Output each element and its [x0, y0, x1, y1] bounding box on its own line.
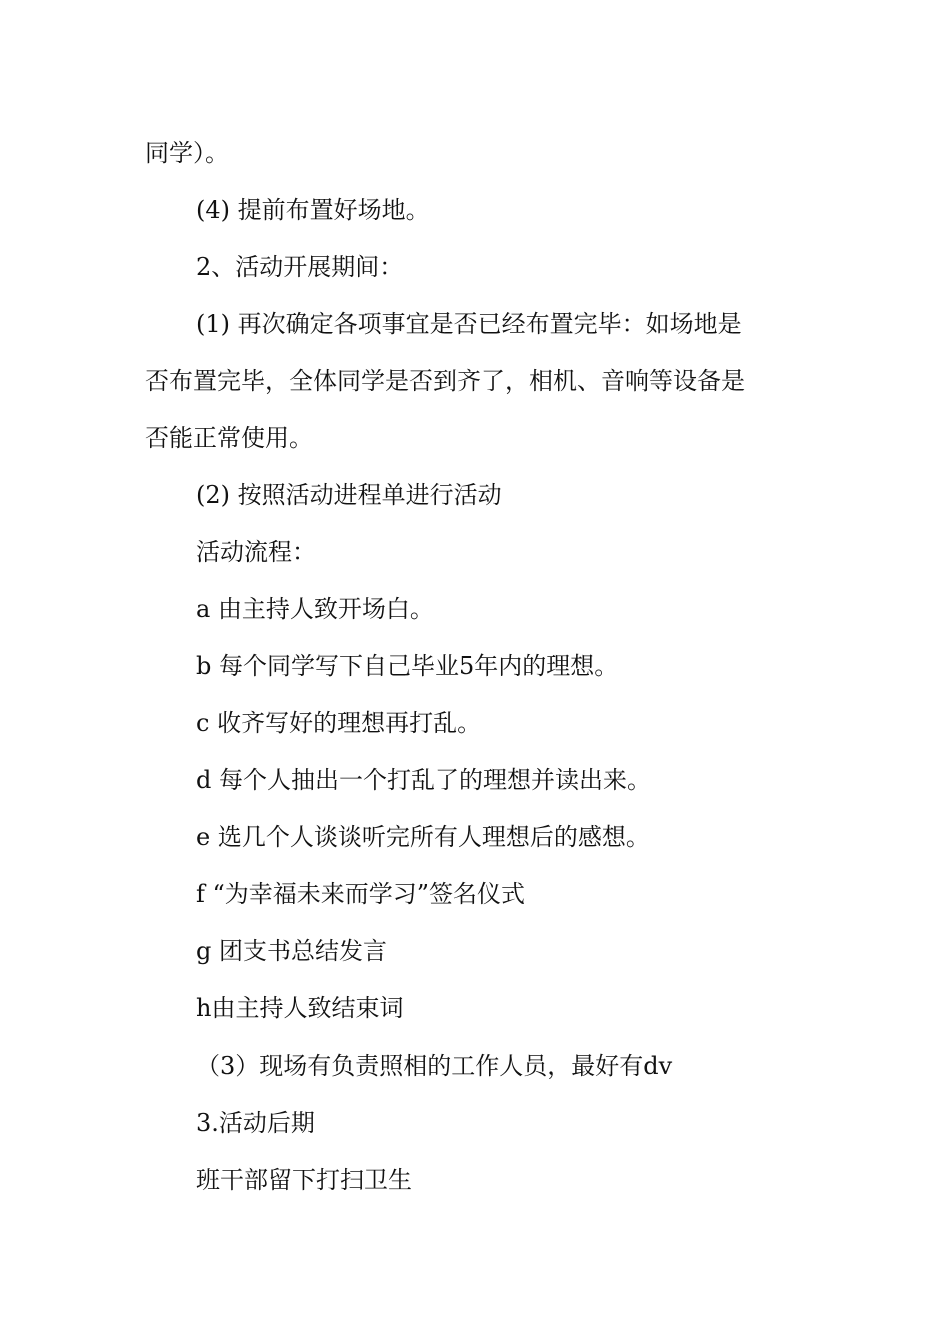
text-line: 班干部留下打扫卫生 — [196, 1166, 412, 1194]
text-line: e 选几个人谈谈听完所有人理想后的感想。 — [196, 823, 650, 851]
text-line: c 收齐写好的理想再打乱。 — [196, 709, 482, 737]
text-line: d 每个人抽出一个打乱了的理想并读出来。 — [196, 766, 651, 794]
text-line: h由主持人致结束词 — [196, 994, 404, 1022]
text-line: f “为幸福未来而学习”签名仪式 — [196, 880, 526, 908]
text-line: 3.活动后期 — [196, 1109, 315, 1137]
text-line: 同学）。 — [145, 139, 229, 167]
text-line: 活动流程： — [196, 538, 316, 566]
text-line: （3）现场有负责照相的工作人员，最好有dv — [196, 1052, 673, 1080]
text-line: (1) 再次确定各项事宜是否已经布置完毕：如场地是 — [196, 310, 742, 338]
text-line: b 每个同学写下自己毕业5年内的理想。 — [196, 652, 619, 680]
text-line: (4) 提前布置好场地。 — [196, 196, 430, 224]
text-line: 2、活动开展期间： — [196, 253, 404, 281]
text-line: g 团支书总结发言 — [196, 937, 387, 965]
text-line: a 由主持人致开场白。 — [196, 595, 434, 623]
text-line: (2) 按照活动进程单进行活动 — [196, 481, 502, 509]
text-line: 否能正常使用。 — [145, 424, 313, 452]
text-line: 否布置完毕，全体同学是否到齐了，相机、音响等设备是 — [145, 367, 745, 395]
